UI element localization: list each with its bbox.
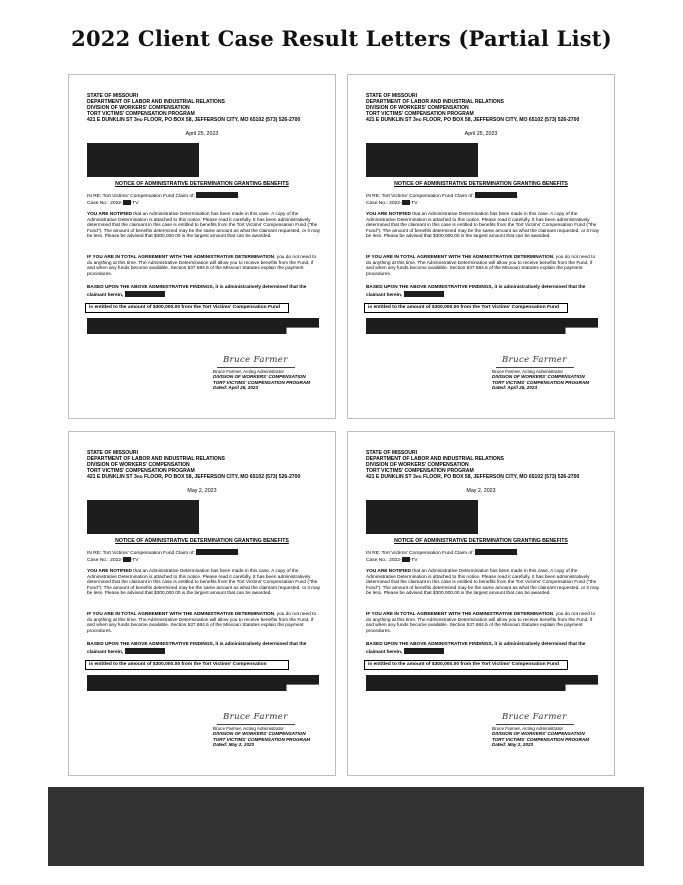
notice-heading: NOTICE OF ADMINISTRATIVE DETERMINATION GRANTING BENEFITS xyxy=(394,538,568,544)
signer-program: TORT VICTIMS' COMPENSATION PROGRAM xyxy=(492,379,590,385)
notified-paragraph: YOU ARE NOTIFIED that an Administrative Determination has been made in this case. A copy of the Administrative Determination is attached to this notice. Please read it carefully. It has been administratively determined that the claimant in this case is entitled to benefits from the Tort Victims' Compensation Fund ("the Fund"). The amount of benefits determined may be the same amount as what the claimant requested, or it may be less. Please be advised that $300,000.00 is the largest amount that can be awarded. xyxy=(87,212,321,240)
signature-line xyxy=(217,367,295,368)
letterhead-department: DEPARTMENT OF LABOR AND INDUSTRIAL RELATIONS xyxy=(366,456,504,463)
signature: Bruce Farmer xyxy=(223,712,288,722)
findings-paragraph: BASED UPON THE ABOVE ADMINISTRATIVE FINDINGS, it is administratively determined that the claimant herein, xyxy=(366,642,586,655)
agreement-paragraph: IF YOU ARE IN TOTAL AGREEMENT WITH THE ADMINISTRATIVE DETERMINATION, you do not need to do anything at this time. The Administrative Determination will allow you to receive benefits from the Fund, if and when any funds become available. Section 537.684.6 of the Missouri Statutes explain the payment procedures. xyxy=(366,612,596,634)
agreement-paragraph: IF YOU ARE IN TOTAL AGREEMENT WITH THE ADMINISTRATIVE DETERMINATION, you do not need to do anything at this time. The Administrative Determination will allow you to receive benefits from the Fund, if and when any funds become available. Section 537.684.6 of the Missouri Statutes explain the payment procedures. xyxy=(366,255,596,277)
signer-name: Bruce Farmer, Acting Administrator xyxy=(492,726,563,731)
signer-name: Bruce Farmer, Acting Administrator xyxy=(492,369,563,374)
letterhead-state: STATE OF MISSOURI xyxy=(366,450,418,456)
claimant-name-redaction xyxy=(196,192,238,198)
letterhead-division: DIVISION OF WORKERS' COMPENSATION xyxy=(87,105,190,112)
findings-paragraph: BASED UPON THE ABOVE ADMINISTRATIVE FINDINGS, it is administratively determined that the claimant herein, xyxy=(87,285,307,298)
agreement-paragraph: IF YOU ARE IN TOTAL AGREEMENT WITH THE ADMINISTRATIVE DETERMINATION, you do not need to do anything at this time. The Administrative Determination will allow you to receive benefits from the Fund, if and when any funds become available. Section 537.684.6 of the Missouri Statutes explain the payment procedures. xyxy=(87,255,317,277)
letterhead xyxy=(87,450,327,480)
signature: Bruce Farmer xyxy=(502,355,567,365)
body-redaction xyxy=(87,675,319,691)
claimant-name-redaction xyxy=(125,648,165,654)
dated-line: Dated: April 25, 2023 xyxy=(492,385,538,391)
case-letter-2 xyxy=(347,74,615,419)
letterhead-state: STATE OF MISSOURI xyxy=(87,450,139,456)
case-letter-4 xyxy=(347,431,615,776)
award-amount-box: is entitled to the amount of $300,000.00 from the Tort Victims' Compensation Fund xyxy=(364,660,568,670)
letter-date: April 25, 2023 xyxy=(464,131,498,137)
claimant-name-redaction xyxy=(404,648,444,654)
award-amount-box: is entitled to the amount of $300,000.00 from the Tort Victims' Compensation xyxy=(85,660,289,670)
letter-date: May 2, 2023 xyxy=(187,488,217,494)
body-redaction xyxy=(366,675,598,691)
claimant-name-redaction xyxy=(125,291,165,297)
notice-heading: NOTICE OF ADMINISTRATIVE DETERMINATION GRANTING BENEFITS xyxy=(394,181,568,187)
signature-line xyxy=(496,724,574,725)
findings-paragraph: BASED UPON THE ABOVE ADMINISTRATIVE FINDINGS, it is administratively determined that the claimant herein, xyxy=(87,642,307,655)
recipient-redaction xyxy=(366,500,478,534)
signer-program: TORT VICTIMS' COMPENSATION PROGRAM xyxy=(492,736,590,742)
letterhead-program: TORT VICTIMS' COMPENSATION PROGRAM xyxy=(87,111,195,118)
case-number-redaction xyxy=(402,557,410,562)
notice-heading: NOTICE OF ADMINISTRATIVE DETERMINATION GRANTING BENEFITS xyxy=(115,538,289,544)
letterhead-division: DIVISION OF WORKERS' COMPENSATION xyxy=(366,105,469,112)
award-amount-box: is entitled to the amount of $300,000.00 from the Tort Victims' Compensation Fund xyxy=(85,303,289,313)
dated-line: Dated: April 25, 2023 xyxy=(213,385,259,391)
letterhead-program: TORT VICTIMS' COMPENSATION PROGRAM xyxy=(366,111,474,118)
signer-name: Bruce Farmer, Acting Administrator xyxy=(213,726,284,731)
letterhead-program: TORT VICTIMS' COMPENSATION PROGRAM xyxy=(366,468,474,475)
letterhead xyxy=(366,93,606,123)
letterhead-address: 421 E DUNKLIN ST 3RD FLOOR, PO BOX 58, JEFFERSON CITY, MO 65102 (573) 526-2700 xyxy=(87,474,301,481)
case-number-redaction xyxy=(402,200,410,205)
claim-reference: IN RE: Tort Victims' Compensation Fund Claim of: . Case No.: 2022- -TV xyxy=(366,551,519,563)
signer-division: DIVISION OF WORKERS' COMPENSATION xyxy=(492,374,585,380)
case-letter-1 xyxy=(68,74,336,419)
signature-block xyxy=(492,726,607,748)
letter-date: April 25, 2023 xyxy=(185,131,219,137)
body-redaction xyxy=(87,318,319,334)
page-title: 2022 Client Case Result Letters (Partial List) xyxy=(71,26,612,51)
letterhead-division: DIVISION OF WORKERS' COMPENSATION xyxy=(366,462,469,469)
letter-date: May 2, 2023 xyxy=(466,488,496,494)
agreement-paragraph: IF YOU ARE IN TOTAL AGREEMENT WITH THE ADMINISTRATIVE DETERMINATION, you do not need to do anything at this time. The Administrative Determination will allow you to receive benefits from the Fund, if and when any funds become available. Section 537.684.6 of the Missouri Statutes explain the payment procedures. xyxy=(87,612,317,634)
body-redaction xyxy=(366,318,598,334)
signature-block xyxy=(492,369,607,391)
recipient-redaction xyxy=(87,143,199,177)
letterhead-state: STATE OF MISSOURI xyxy=(87,93,139,99)
signature-line xyxy=(496,367,574,368)
claimant-name-redaction xyxy=(475,192,517,198)
footer-redaction xyxy=(48,787,644,866)
award-amount-box: is entitled to the amount of $300,000.00 from the Tort Victims' Compensation Fund xyxy=(364,303,568,313)
signature-line xyxy=(217,724,295,725)
letterhead xyxy=(87,93,327,123)
signer-program: TORT VICTIMS' COMPENSATION PROGRAM xyxy=(213,736,311,742)
recipient-redaction xyxy=(366,143,478,177)
notice-heading: NOTICE OF ADMINISTRATIVE DETERMINATION GRANTING BENEFITS xyxy=(115,181,289,187)
signer-name: Bruce Farmer, Acting Administrator xyxy=(213,369,284,374)
claimant-name-redaction xyxy=(404,291,444,297)
claim-reference: IN RE: Tort Victims' Compensation Fund Claim of: . Case No.: 2022- -TV xyxy=(87,551,240,563)
case-number-redaction xyxy=(123,200,131,205)
dated-line: Dated: May 2, 2023 xyxy=(213,742,255,748)
dated-line: Dated: May 2, 2023 xyxy=(492,742,534,748)
signature-block xyxy=(213,369,328,391)
letterhead-address: 421 E DUNKLIN ST 3RD FLOOR, PO BOX 58, JEFFERSON CITY, MO 65102 (573) 526-2700 xyxy=(87,117,301,124)
case-number-redaction xyxy=(123,557,131,562)
claimant-name-redaction xyxy=(196,549,238,555)
letterhead xyxy=(366,450,606,480)
findings-paragraph: BASED UPON THE ABOVE ADMINISTRATIVE FINDINGS, it is administratively determined that the claimant herein, xyxy=(366,285,586,298)
signer-division: DIVISION OF WORKERS' COMPENSATION xyxy=(213,374,306,380)
notified-paragraph: YOU ARE NOTIFIED that an Administrative Determination has been made in this case. A copy of the Administrative Determination is attached to this notice. Please read it carefully. It has been administratively determined that the claimant in this case is entitled to benefits from the Tort Victims' Compensation Fund ("the Fund"). The amount of benefits determined may be the same amount as what the claimant requested, or it may be less. Please be advised that $300,000.00 is the largest amount that can be awarded. xyxy=(366,212,600,240)
letterhead-state: STATE OF MISSOURI xyxy=(366,93,418,99)
letterhead-program: TORT VICTIMS' COMPENSATION PROGRAM xyxy=(87,468,195,475)
signer-program: TORT VICTIMS' COMPENSATION PROGRAM xyxy=(213,379,311,385)
claim-reference: IN RE: Tort Victims' Compensation Fund Claim of: . Case No.: 2022- -TV xyxy=(87,194,240,206)
letterhead-address: 421 E DUNKLIN ST 3RD FLOOR, PO BOX 58, JEFFERSON CITY, MO 65102 (573) 526-2700 xyxy=(366,474,580,481)
signature: Bruce Farmer xyxy=(223,355,288,365)
signature-block xyxy=(213,726,328,748)
case-letter-3 xyxy=(68,431,336,776)
signer-division: DIVISION OF WORKERS' COMPENSATION xyxy=(492,731,585,737)
claim-reference: IN RE: Tort Victims' Compensation Fund Claim of: . Case No.: 2022- -TV xyxy=(366,194,519,206)
notified-paragraph: YOU ARE NOTIFIED that an Administrative Determination has been made in this case. A copy of the Administrative Determination is attached to this notice. Please read it carefully. It has been administratively determined that the claimant in this case is entitled to benefits from the Tort Victims' Compensation Fund ("the Fund"). The amount of benefits determined may be the same amount as what the claimant requested, or it may be less. Please be advised that $300,000.00 is the largest amount that can be awarded. xyxy=(366,569,600,597)
claimant-name-redaction xyxy=(475,549,517,555)
signature: Bruce Farmer xyxy=(502,712,567,722)
notified-paragraph: YOU ARE NOTIFIED that an Administrative Determination has been made in this case. A copy of the Administrative Determination is attached to this notice. Please read it carefully. It has been administratively determined that the claimant in this case is entitled to benefits from the Tort Victims' Compensation Fund ("the Fund"). The amount of benefits determined may be the same amount as what the claimant requested, or it may be less. Please be advised that $300,000.00 is the largest amount that can be awarded. xyxy=(87,569,321,597)
letterhead-department: DEPARTMENT OF LABOR AND INDUSTRIAL RELATIONS xyxy=(87,99,225,106)
letterhead-department: DEPARTMENT OF LABOR AND INDUSTRIAL RELATIONS xyxy=(366,99,504,106)
letterhead-department: DEPARTMENT OF LABOR AND INDUSTRIAL RELATIONS xyxy=(87,456,225,463)
letterhead-division: DIVISION OF WORKERS' COMPENSATION xyxy=(87,462,190,469)
recipient-redaction xyxy=(87,500,199,534)
signer-division: DIVISION OF WORKERS' COMPENSATION xyxy=(213,731,306,737)
letterhead-address: 421 E DUNKLIN ST 3RD FLOOR, PO BOX 58, JEFFERSON CITY, MO 65102 (573) 526-2700 xyxy=(366,117,580,124)
